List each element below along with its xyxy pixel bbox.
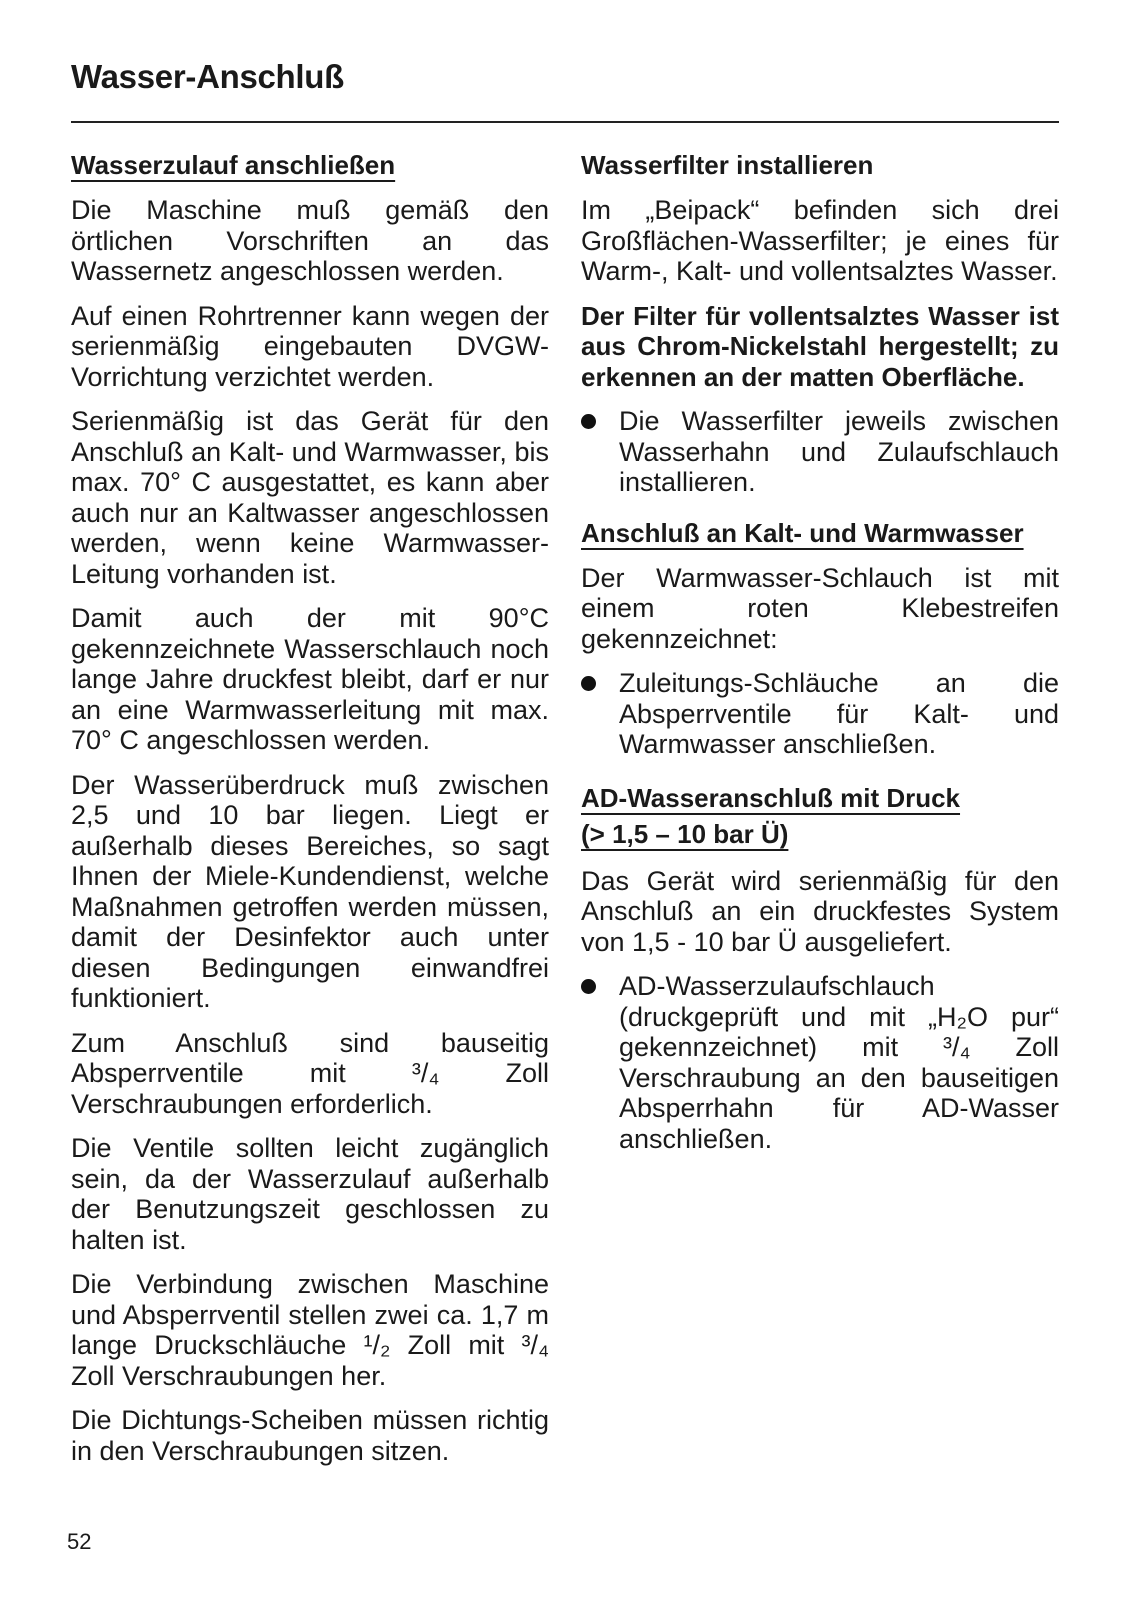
bullet-text: Zuleitungs-Schläuche an die Absperrventile für Kalt- und Warmwasser anschließen. xyxy=(619,668,1059,759)
left-column xyxy=(71,150,549,1480)
section-heading-wasserzulauf: Wasserzulauf anschließen xyxy=(71,150,396,180)
paragraph: Die Ventile sollten leicht zugänglich sein, da der Wasserzulauf außerhalb der Benutzungszeit geschlossen zu halten ist. xyxy=(71,1133,549,1255)
paragraph: Auf einen Rohrtrenner kann wegen der serienmäßig eingebauten DVGW-Vorrichtung verzichtet werden. xyxy=(71,300,549,392)
paragraph: Die Dichtungs-Scheiben müssen richtig in den Verschraubungen sitzen. xyxy=(71,1405,549,1466)
paragraph: Serienmäßig ist das Gerät für den Anschluß an Kalt- und Warmwasser, bis max. 70° C ausgestattet, es kann aber auch nur an Kaltwasser angeschlossen werden, wenn keine Warmwasser-Leitung vorhanden ist. xyxy=(71,406,549,589)
paragraph: Im „Beipack“ befinden sich drei Großflächen-Wasserfilter; je eines für Warm-, Kalt- und vollentsalztes Wasser. xyxy=(581,195,1059,286)
paragraph: Die Verbindung zwischen Maschine und Absperrventil stellen zwei ca. 1,7 m lange Druckschläuche ¹/₂ Zoll mit ³/₄ Zoll Verschraubungen her. xyxy=(71,1269,549,1391)
section-heading-ad-wasser: AD-Wasseranschluß mit Druck (> 1,5 – 10 bar Ü) xyxy=(581,782,961,849)
section-heading-wasserfilter: Wasserfilter installieren xyxy=(581,150,874,180)
bullet-text: Die Wasserfilter jeweils zwischen Wasserhahn und Zulaufschlauch installieren. xyxy=(619,406,1059,497)
bullet-icon xyxy=(581,676,596,691)
paragraph: Das Gerät wird serienmäßig für den Anschluß an ein druckfestes System von 1,5 - 10 bar Ü ausgeliefert. xyxy=(581,865,1059,957)
paragraph: Die Maschine muß gemäß den örtlichen Vorschriften an das Wassernetz angeschlossen werden. xyxy=(71,195,549,286)
bold-note: Der Filter für vollentsalztes Wasser ist aus Chrom-Nickelstahl hergestellt; zu erkennen an der matten Oberfläche. xyxy=(581,300,1059,392)
page-title: Wasser-Anschluß xyxy=(71,58,345,95)
section-heading-kalt-warm: Anschluß an Kalt- und Warmwasser xyxy=(581,517,1024,548)
bullet-item xyxy=(581,406,1059,498)
paragraph: Der Warmwasser-Schlauch ist mit einem roten Klebestreifen gekennzeichnet: xyxy=(581,562,1059,654)
paragraph: Damit auch der mit 90°C gekennzeichnete Wasserschlauch noch lange Jahre druckfest bleibt, darf er nur an eine Warmwasserleitung mit max. 70° C angeschlossen werden. xyxy=(71,603,549,755)
bullet-item xyxy=(581,668,1059,760)
bullet-icon xyxy=(581,979,596,994)
bullet-icon xyxy=(581,414,596,429)
bullet-item xyxy=(581,971,1059,1154)
paragraph: Der Wasserüberdruck muß zwischen 2,5 und 10 bar liegen. Liegt er außerhalb dieses Bereiches, so sagt Ihnen der Miele-Kundendienst, welche Maßnahmen getroffen werden müssen, damit der Desinfektor auch unter diesen Bedingungen einwandfrei funktioniert. xyxy=(71,769,549,1013)
right-column xyxy=(581,150,1059,1168)
bullet-text: AD-Wasserzulaufschlauch (druckgeprüft und mit „H₂O pur“ gekennzeichnet) mit ³/₄ Zoll Verschraubung an den bauseitigen Absperrhahn für AD-Wasser anschließen. xyxy=(619,971,1059,1154)
page-number: 52 xyxy=(67,1529,92,1554)
title-rule xyxy=(71,121,1059,123)
paragraph: Zum Anschluß sind bauseitig Absperrventile mit ³/₄ Zoll Verschraubungen erforderlich. xyxy=(71,1027,549,1119)
